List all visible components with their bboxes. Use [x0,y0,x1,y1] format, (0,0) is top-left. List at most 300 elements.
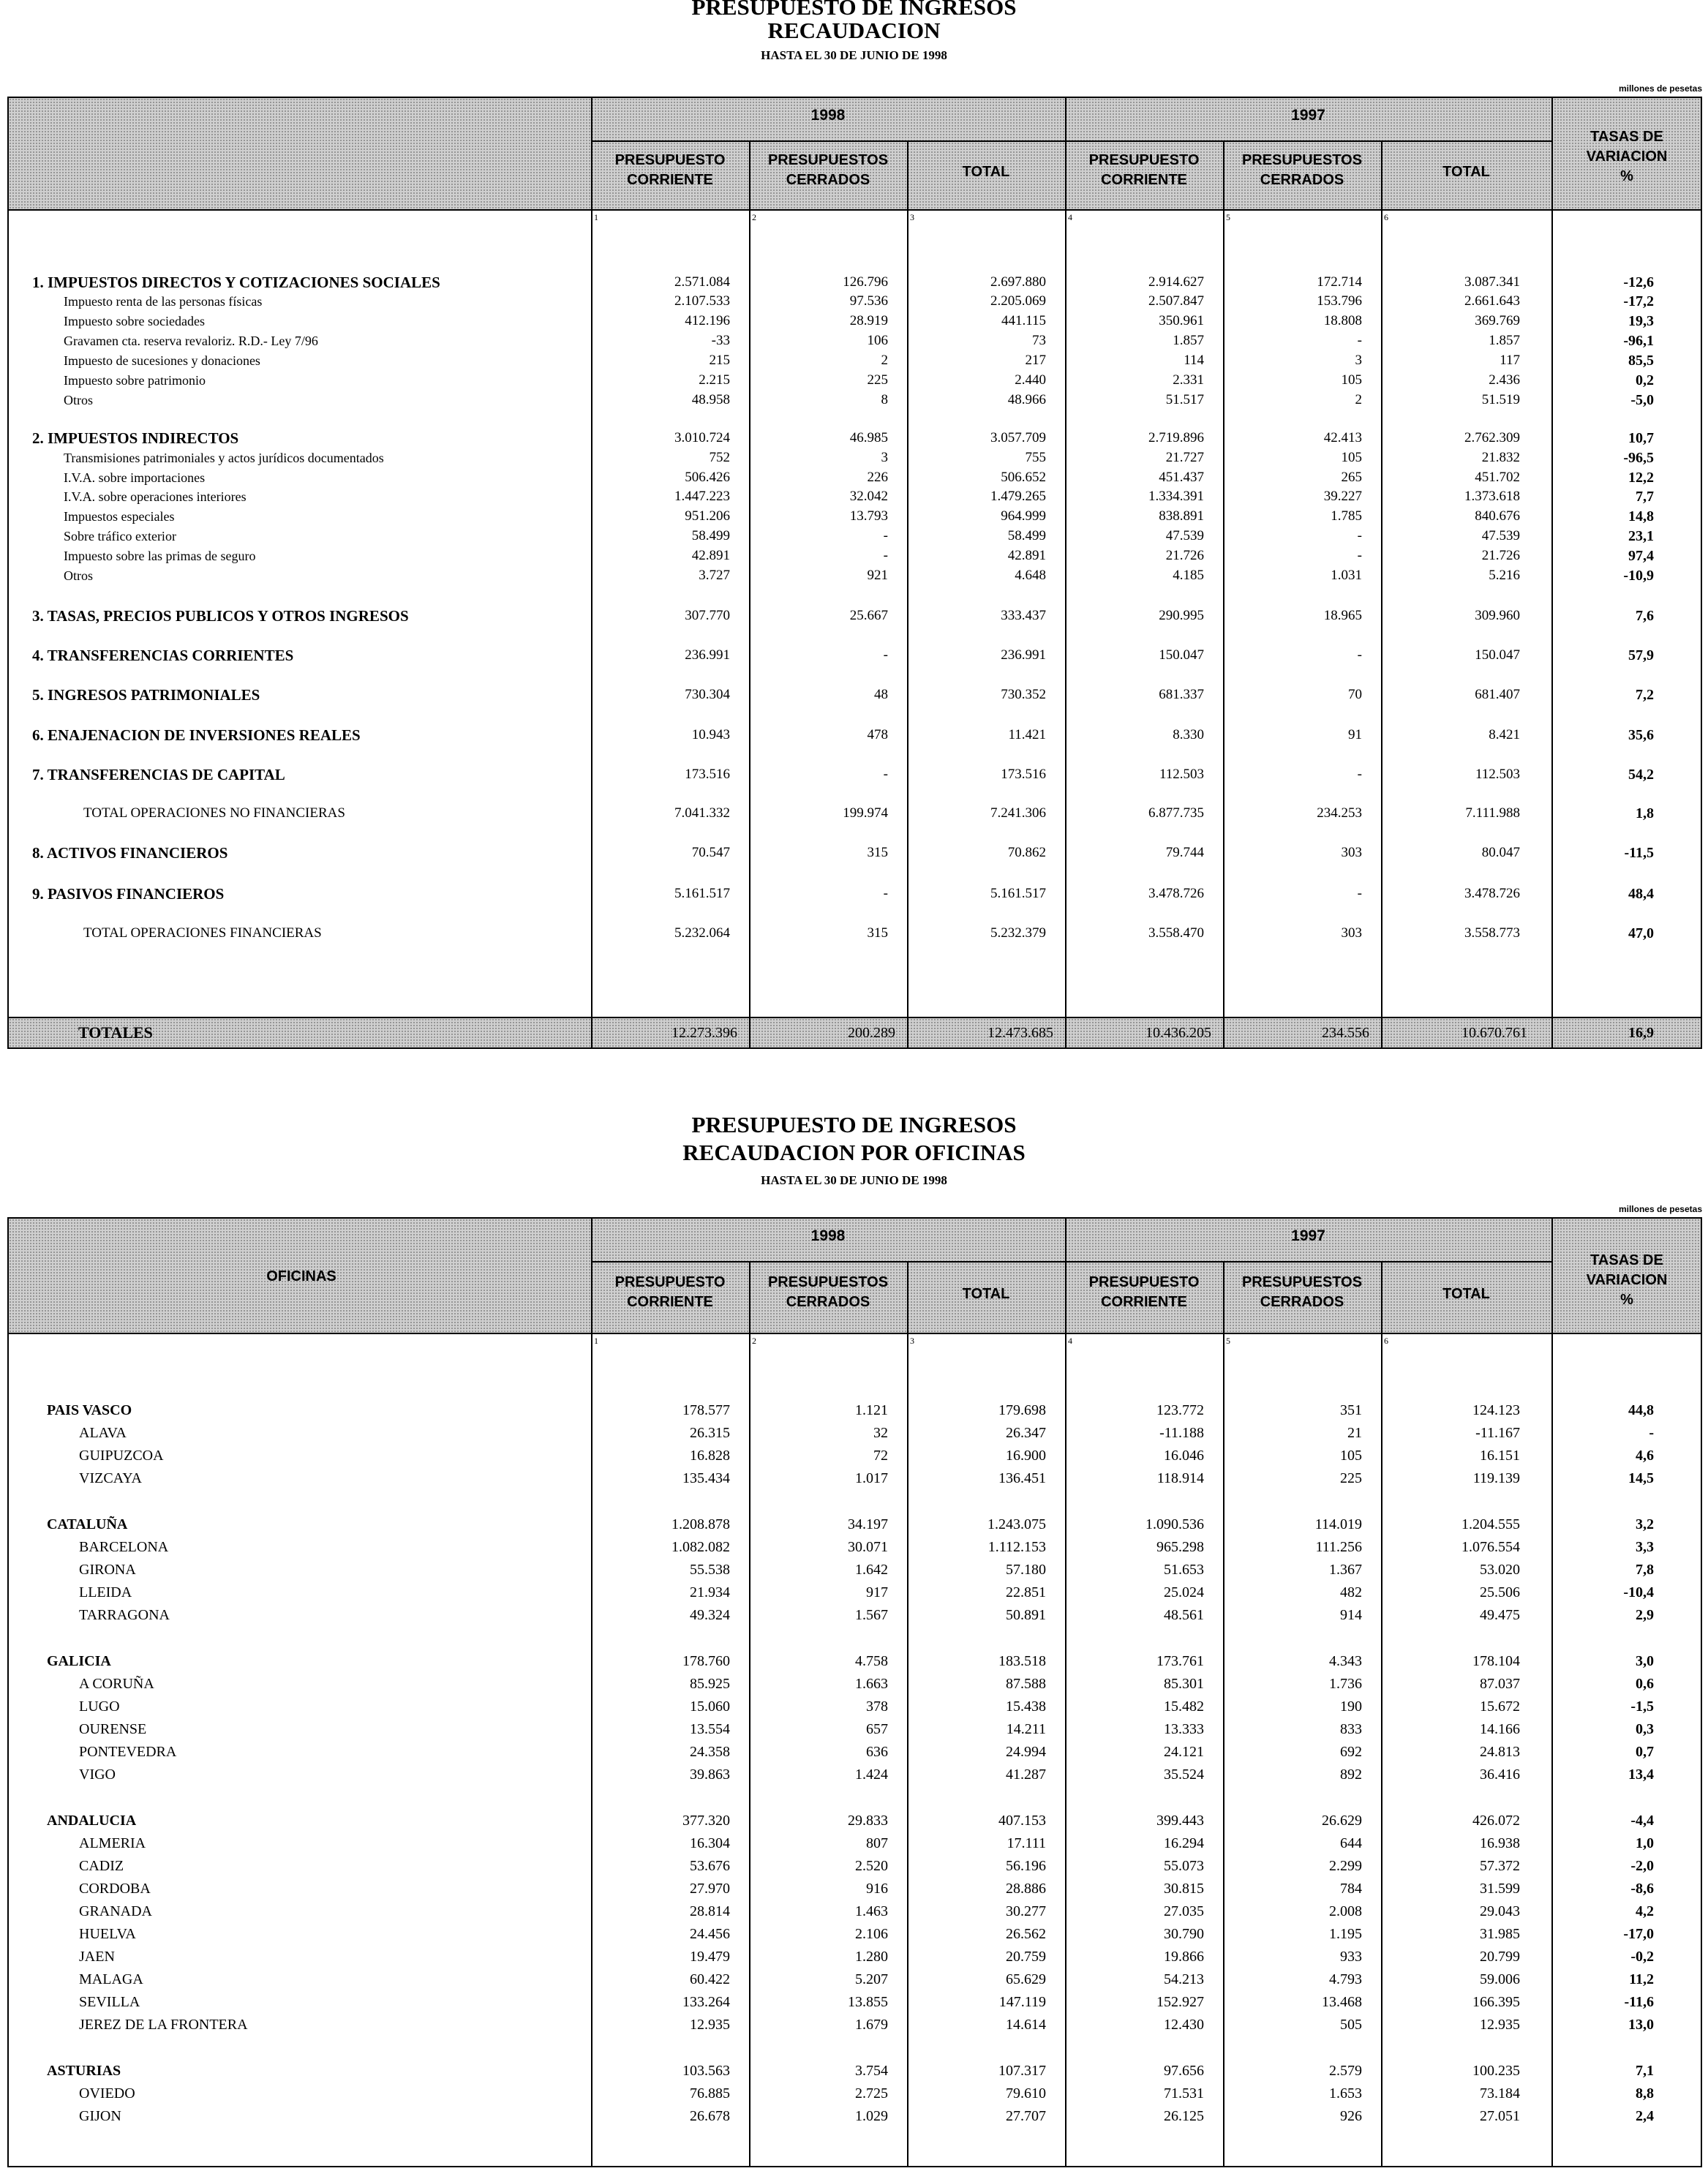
row-label: CADIZ [79,1858,124,1874]
value-cell: 14.614 [1006,2017,1046,2033]
variation-cell: 7,8 [1636,1562,1654,1578]
value-cell: 31.599 [1480,1881,1520,1897]
row-label: 3. TASAS, PRECIOS PUBLICOS Y OTROS INGRESOS [32,607,409,625]
value-cell: 2 [881,353,888,368]
table-row [9,1765,1701,1787]
value-cell: - [883,548,888,563]
value-cell: 2.697.880 [990,274,1046,290]
value-cell: 70.862 [1007,845,1046,860]
value-cell: 2.762.309 [1464,430,1520,445]
value-cell: 31.985 [1480,1926,1520,1942]
value-cell: 70.547 [691,845,730,860]
value-cell: 4.185 [1173,568,1204,583]
value-cell: 26.125 [1164,2108,1204,2124]
value-cell: 2.725 [855,2085,888,2102]
value-cell: 7.241.306 [990,805,1046,821]
value-cell: 107.317 [998,2063,1046,2079]
value-cell: 97.536 [849,293,888,309]
value-cell: 30.790 [1164,1926,1204,1942]
value-cell: 412.196 [685,313,730,328]
value-cell: 22.851 [1006,1584,1046,1600]
value-cell: 1.112.153 [987,1539,1046,1555]
table-row [9,429,1701,451]
table-row [9,1947,1701,1969]
value-cell: 681.337 [1159,687,1204,702]
value-cell: 16.938 [1480,1835,1520,1851]
table1-colnum-3: 3 [910,212,914,222]
table-row [9,488,1701,510]
value-cell: 225 [1340,1470,1362,1486]
table2-title: PRESUPUESTO DE INGRESOS [691,1112,1017,1137]
table1-colnum-5: 5 [1226,212,1230,222]
value-cell: 97.656 [1164,2063,1204,2079]
value-cell: 1.857 [1489,333,1520,348]
value-cell: 105 [1341,372,1362,388]
value-cell: 30.277 [1006,1903,1046,1919]
value-cell: 1.567 [855,1607,888,1623]
value-cell: 505 [1340,2017,1362,2033]
variation-cell: 7,1 [1636,2063,1654,2079]
table1-colnum-2: 2 [752,212,756,222]
value-cell: 426.072 [1472,1813,1520,1829]
variation-cell: 13,0 [1628,2017,1654,2033]
row-label: Transmisiones patrimoniales y actos jurídicos documentados [64,451,384,465]
table-row [9,352,1701,374]
value-cell: 133.264 [682,1994,730,2010]
value-cell: 47.539 [1481,528,1520,543]
value-cell: 506.652 [1001,470,1046,485]
row-label: LLEIDA [79,1584,132,1600]
table-row [9,1879,1701,1901]
row-label: 2. IMPUESTOS INDIRECTOS [32,429,239,447]
table-row [9,1742,1701,1764]
table-row [9,1970,1701,1992]
table-row [9,647,1701,669]
value-cell: 16.294 [1164,1835,1204,1851]
value-cell: 6.877.735 [1148,805,1204,821]
value-cell: 506.426 [685,470,730,485]
table-row [9,885,1701,907]
value-cell: 215 [709,353,730,368]
table-row [9,1902,1701,1924]
table2-date: HASTA EL 30 DE JUNIO DE 1998 [761,1173,947,1187]
row-label: OURENSE [79,1721,147,1737]
value-cell: 226 [867,470,888,485]
variation-cell: 7,7 [1636,489,1654,505]
table1-col4-header: PRESUPUESTO CORRIENTE [1088,152,1200,188]
value-cell: 1.367 [1329,1562,1362,1578]
value-cell: 49.475 [1480,1607,1520,1623]
value-cell: 2.520 [855,1858,888,1874]
value-cell: 236.991 [1001,647,1046,663]
table1-subtitle: RECAUDACION [767,18,941,43]
value-cell: 76.885 [690,2085,730,2102]
value-cell: 48 [874,687,888,702]
value-cell: 784 [1340,1881,1362,1897]
value-cell: 307.770 [685,608,730,623]
value-cell: 73.184 [1480,2085,1520,2102]
value-cell: - [883,528,888,543]
value-cell: 70 [1348,687,1362,702]
value-cell: 8 [881,392,888,407]
row-label: 6. ENAJENACION DE INVERSIONES REALES [32,726,361,744]
value-cell: 42.413 [1323,430,1362,445]
table-row [9,2015,1701,2037]
value-cell: 15.060 [690,1698,730,1715]
table2-col6-header: TOTAL [1442,1286,1490,1302]
value-cell: 303 [1341,925,1362,941]
table1-col7-header: TASAS DE VARIACION % [1586,129,1668,184]
variation-cell: 3,2 [1636,1516,1654,1532]
row-label: 4. TRANSFERENCIAS CORRIENTES [32,647,294,664]
value-cell: 51.517 [1165,392,1204,407]
value-cell: - [1357,548,1362,563]
value-cell: 12.935 [690,2017,730,2033]
table-row [9,1583,1701,1605]
value-cell: 892 [1340,1766,1362,1783]
value-cell: 85.925 [690,1676,730,1692]
table1 [7,97,1702,1049]
row-label: GIJON [79,2108,121,2124]
table-row [9,1674,1701,1696]
value-cell: 926 [1340,2108,1362,2124]
table-row [9,844,1701,866]
variation-cell: -11,6 [1624,1994,1654,2010]
value-cell: 13.554 [690,1721,730,1737]
table-row [9,1697,1701,1719]
variation-cell: -8,6 [1630,1881,1654,1897]
row-label: PONTEVEDRA [79,1744,177,1760]
table-row [9,567,1701,589]
value-cell: 42.891 [1007,548,1046,563]
value-cell: 36.416 [1480,1766,1520,1783]
value-cell: 914 [1340,1607,1362,1623]
variation-cell: 0,3 [1636,1721,1654,1737]
table-row [9,1401,1701,1423]
value-cell: 55.538 [690,1562,730,1578]
row-label: TOTAL OPERACIONES FINANCIERAS [83,925,322,941]
table2-oficinas-header: OFICINAS [266,1268,336,1284]
value-cell: 3.478.726 [1464,886,1520,901]
value-cell: 26.347 [1006,1425,1046,1441]
table1-colnum-1: 1 [594,212,598,222]
row-label: 5. INGRESOS PATRIMONIALES [32,686,260,704]
variation-cell: 0,6 [1636,1676,1654,1692]
value-cell: 2.440 [1015,372,1046,388]
value-cell: 2.436 [1489,372,1520,388]
value-cell: 51.519 [1481,392,1520,407]
value-cell: 32 [873,1425,888,1441]
value-cell: 71.531 [1164,2085,1204,2102]
value-cell: 5.207 [855,1971,888,1987]
value-cell: 153.796 [1317,293,1362,309]
value-cell: 478 [867,727,888,742]
variation-cell: 44,8 [1628,1402,1654,1418]
table1-total-3: 12.473.685 [987,1025,1053,1041]
value-cell: 2.205.069 [990,293,1046,309]
value-cell: 15.672 [1480,1698,1520,1715]
value-cell: 2.299 [1329,1858,1362,1874]
value-cell: -11.188 [1159,1425,1204,1441]
value-cell: 1.280 [855,1949,888,1965]
value-cell: 8.421 [1489,727,1520,742]
value-cell: 2.331 [1173,372,1204,388]
value-cell: 2.215 [699,372,730,388]
value-cell: 29.833 [848,1813,888,1829]
table1-col5-header: PRESUPUESTOS CERRADOS [1241,152,1363,188]
value-cell: 24.121 [1164,1744,1204,1760]
value-cell: 16.151 [1480,1448,1520,1464]
table-row [9,1811,1701,1833]
value-cell: 24.456 [690,1926,730,1942]
value-cell: 1.479.265 [990,489,1046,504]
value-cell: 27.707 [1006,2108,1046,2124]
value-cell: 41.287 [1006,1766,1046,1783]
table-row [9,1515,1701,1537]
table-row [9,1993,1701,2014]
value-cell: 48.561 [1164,1607,1204,1623]
row-label: ASTURIAS [47,2063,121,2079]
table2-colnum-3: 3 [910,1336,914,1346]
value-cell: 24.358 [690,1744,730,1760]
value-cell: 24.813 [1480,1744,1520,1760]
value-cell: 60.422 [690,1971,730,1987]
value-cell: 65.629 [1006,1971,1046,1987]
value-cell: 15.482 [1164,1698,1204,1715]
value-cell: 1.679 [855,2017,888,2033]
value-cell: 5.232.064 [674,925,730,941]
value-cell: 91 [1348,727,1362,742]
value-cell: 692 [1340,1744,1362,1760]
value-cell: 3.478.726 [1148,886,1204,901]
row-label: GRANADA [79,1903,152,1919]
value-cell: 85.301 [1164,1676,1204,1692]
value-cell: 18.965 [1323,608,1362,623]
value-cell: 32.042 [849,489,888,504]
value-cell: 173.516 [1001,767,1046,782]
value-cell: 1.334.391 [1148,489,1204,504]
value-cell: 178.104 [1472,1653,1520,1669]
row-label: A CORUÑA [79,1676,154,1692]
value-cell: 119.139 [1472,1470,1520,1486]
table1-date: HASTA EL 30 DE JUNIO DE 1998 [761,48,947,62]
variation-cell: 0,7 [1636,1744,1654,1760]
variation-cell: 1,8 [1636,805,1654,821]
value-cell: 49.324 [690,1607,730,1623]
value-cell: 951.206 [685,508,730,524]
value-cell: -11.167 [1475,1425,1520,1441]
value-cell: 3 [1355,353,1362,368]
table-row [9,1423,1701,1445]
table-row [9,449,1701,471]
table2-col7-header: TASAS DE VARIACION % [1586,1252,1668,1308]
value-cell: 2.107.533 [674,293,730,309]
variation-cell: -96,5 [1623,450,1654,466]
value-cell: 79.610 [1006,2085,1046,2102]
value-cell: 225 [867,372,888,388]
value-cell: 27.970 [690,1881,730,1897]
value-cell: 73 [1032,333,1046,348]
value-cell: 4.793 [1329,1971,1362,1987]
value-cell: 28.919 [849,313,888,328]
row-label: PAIS VASCO [47,1402,132,1418]
value-cell: 25.506 [1480,1584,1520,1600]
value-cell: 1.082.082 [671,1539,730,1555]
variation-cell: 85,5 [1628,353,1654,369]
row-label: LUGO [79,1698,120,1715]
value-cell: 755 [1025,450,1046,465]
value-cell: 21.727 [1165,450,1204,465]
table-row [9,1469,1701,1491]
value-cell: 30.815 [1164,1881,1204,1897]
table1-total-1: 12.273.396 [671,1025,737,1041]
value-cell: 2.571.084 [674,274,730,290]
table1-colnum-6: 6 [1384,212,1388,222]
variation-cell: 3,0 [1636,1653,1654,1669]
value-cell: 147.119 [998,1994,1046,2010]
value-cell: 3.754 [855,2063,888,2079]
table2-col4-header: PRESUPUESTO CORRIENTE [1088,1274,1200,1310]
value-cell: 26.315 [690,1425,730,1441]
row-label: GALICIA [47,1653,111,1669]
variation-cell: 35,6 [1628,727,1654,743]
row-label: BARCELONA [79,1539,169,1555]
value-cell: 350.961 [1159,313,1204,328]
value-cell: 8.330 [1173,727,1204,742]
row-label: HUELVA [79,1926,136,1942]
value-cell: 48.966 [1007,392,1046,407]
value-cell: 17.111 [1007,1835,1046,1851]
value-cell: 183.518 [998,1653,1046,1669]
value-cell: 1.029 [855,2108,888,2124]
value-cell: 112.503 [1475,767,1520,782]
row-label: ALMERIA [79,1835,146,1851]
value-cell: 199.974 [843,805,888,821]
row-label: Impuesto de sucesiones y donaciones [64,353,260,368]
table-row [9,391,1701,413]
value-cell: 111.256 [1315,1539,1362,1555]
table1-total-4: 10.436.205 [1145,1025,1211,1041]
value-cell: - [1357,767,1362,782]
value-cell: 20.799 [1480,1949,1520,1965]
value-cell: 114.019 [1314,1516,1362,1532]
value-cell: 3.010.724 [674,430,730,445]
value-cell: 1.090.536 [1145,1516,1204,1532]
value-cell: 34.197 [848,1516,888,1532]
variation-cell: 97,4 [1628,548,1654,564]
variation-cell: -4,4 [1630,1813,1654,1829]
table-row [9,726,1701,748]
variation-cell: 54,2 [1628,767,1654,783]
value-cell: 752 [709,450,730,465]
value-cell: 3 [881,450,888,465]
table1-col3-header: TOTAL [962,164,1010,180]
value-cell: 103.563 [682,2063,730,2079]
table2-colnum-2: 2 [752,1336,756,1346]
row-label: 8. ACTIVOS FINANCIEROS [32,844,228,862]
value-cell: 16.900 [1006,1448,1046,1464]
variation-cell: 8,8 [1636,2085,1654,2102]
value-cell: 4.343 [1329,1653,1362,1669]
row-label: Gravamen cta. reserva revaloriz. R.D.- Ley 7/96 [64,334,318,348]
value-cell: 26.629 [1322,1813,1362,1829]
value-cell: 13.855 [848,1994,888,2010]
value-cell: 123.772 [1156,1402,1204,1418]
row-label: Impuesto sobre patrimonio [64,373,206,388]
value-cell: 1.736 [1329,1676,1362,1692]
table1-col1-header: PRESUPUESTO CORRIENTE [614,152,726,188]
value-cell: 451.702 [1475,470,1520,485]
value-cell: 1.076.554 [1461,1539,1520,1555]
variation-cell: - [1649,1425,1654,1441]
table-row [9,332,1701,354]
value-cell: 1.447.223 [674,489,730,504]
variation-cell: 12,2 [1628,470,1654,486]
table-row [9,1856,1701,1878]
value-cell: 657 [866,1721,888,1737]
value-cell: 56.196 [1006,1858,1046,1874]
value-cell: 5.161.517 [674,886,730,901]
table1-units: millones de pesetas [1618,83,1702,94]
table-row [9,1606,1701,1628]
row-label: GIRONA [79,1562,136,1578]
value-cell: 807 [866,1835,888,1851]
value-cell: 29.043 [1480,1903,1520,1919]
value-cell: - [883,647,888,663]
value-cell: 315 [867,925,888,941]
value-cell: 21.726 [1165,548,1204,563]
value-cell: 1.424 [855,1766,888,1783]
value-cell: 217 [1025,353,1046,368]
table-row [9,607,1701,629]
row-label: JEREZ DE LA FRONTERA [79,2017,248,2033]
variation-cell: 23,1 [1628,528,1654,544]
variation-cell: 48,4 [1628,886,1654,902]
value-cell: 377.320 [682,1813,730,1829]
value-cell: 25.667 [849,608,888,623]
row-label: CORDOBA [79,1881,151,1897]
value-cell: 16.046 [1164,1448,1204,1464]
variation-cell: -96,1 [1623,333,1654,349]
table2-col3-header: TOTAL [962,1286,1010,1302]
table2-colnum-1: 1 [594,1336,598,1346]
value-cell: 20.759 [1006,1949,1046,1965]
value-cell: 351 [1340,1402,1362,1418]
table-row [9,2107,1701,2129]
value-cell: 378 [866,1698,888,1715]
value-cell: 1.857 [1173,333,1204,348]
table-row [9,1538,1701,1559]
variation-cell: -17,0 [1623,1926,1654,1942]
value-cell: 28.886 [1006,1881,1046,1897]
row-label: 1. IMPUESTOS DIRECTOS Y COTIZACIONES SOCIALES [32,274,440,291]
value-cell: 933 [1340,1949,1362,1965]
table2-year-1997: 1997 [1291,1227,1325,1244]
value-cell: 112.503 [1159,767,1204,782]
value-cell: 16.304 [690,1835,730,1851]
value-cell: 1.642 [855,1562,888,1578]
table-row [9,686,1701,708]
variation-cell: 1,0 [1636,1835,1654,1851]
value-cell: 79.744 [1165,845,1204,860]
value-cell: 1.653 [1329,2085,1362,2102]
variation-cell: 3,3 [1636,1539,1654,1555]
value-cell: 58.499 [1007,528,1046,543]
table-row [9,1652,1701,1674]
table2-subtitle: RECAUDACION POR OFICINAS [682,1140,1026,1165]
table2-col5-header: PRESUPUESTOS CERRADOS [1241,1274,1363,1310]
value-cell: 681.407 [1475,687,1520,702]
